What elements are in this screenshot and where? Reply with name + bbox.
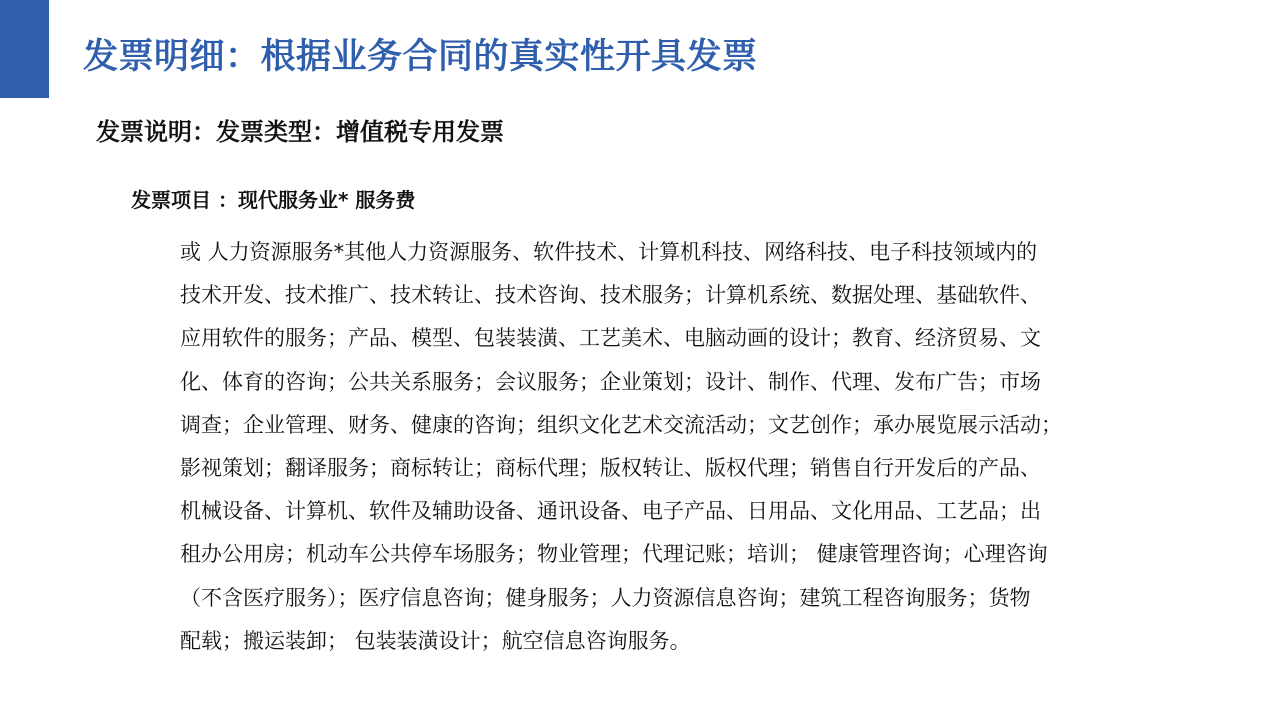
accent-bar: [0, 0, 49, 98]
invoice-item-heading: 发票项目 ：现代服务业* 服务费: [131, 188, 416, 212]
body-line: 调查；企业管理、财务、健康的咨询；组织文化艺术交流活动；文艺创作；承办展览展示活动；: [180, 412, 1062, 437]
body-line: 配载；搬运装卸； 包装装潢设计；航空信息咨询服务。: [180, 628, 691, 653]
invoice-item-details: [180, 231, 1190, 663]
body-line: 租办公用房；机动车公共停车场服务；物业管理；代理记账；培训； 健康管理咨询；心理咨询: [180, 542, 1048, 567]
body-line: 应用软件的服务；产品、模型、包装装潢、工艺美术、电脑动画的设计；教育、经济贸易、文: [180, 326, 1041, 351]
body-line: 或 人力资源服务*其他人力资源服务、软件技术、计算机科技、网络科技、电子科技领域内的: [180, 240, 1038, 264]
invoice-description-heading: 发票说明：发票类型：增值税专用发票: [96, 118, 504, 146]
body-line: （不含医疗服务）；医疗信息咨询；健身服务；人力资源信息咨询；建筑工程咨询服务；货物: [180, 585, 1031, 610]
body-line: 影视策划；翻译服务；商标转让；商标代理；版权转让、版权代理；销售自行开发后的产品、: [180, 455, 1041, 480]
body-line: 机械设备、计算机、软件及辅助设备、通讯设备、电子产品、日用品、文化用品、工艺品；出: [180, 499, 1041, 524]
page-title: 发票明细：根据业务合同的真实性开具发票: [83, 37, 758, 77]
body-line: 技术开发、技术推广、技术转让、技术咨询、技术服务；计算机系统、数据处理、基础软件、: [180, 283, 1041, 308]
body-line: 化、体育的咨询；公共关系服务；会议服务；企业策划；设计、制作、代理、发布广告；市场: [180, 369, 1041, 394]
